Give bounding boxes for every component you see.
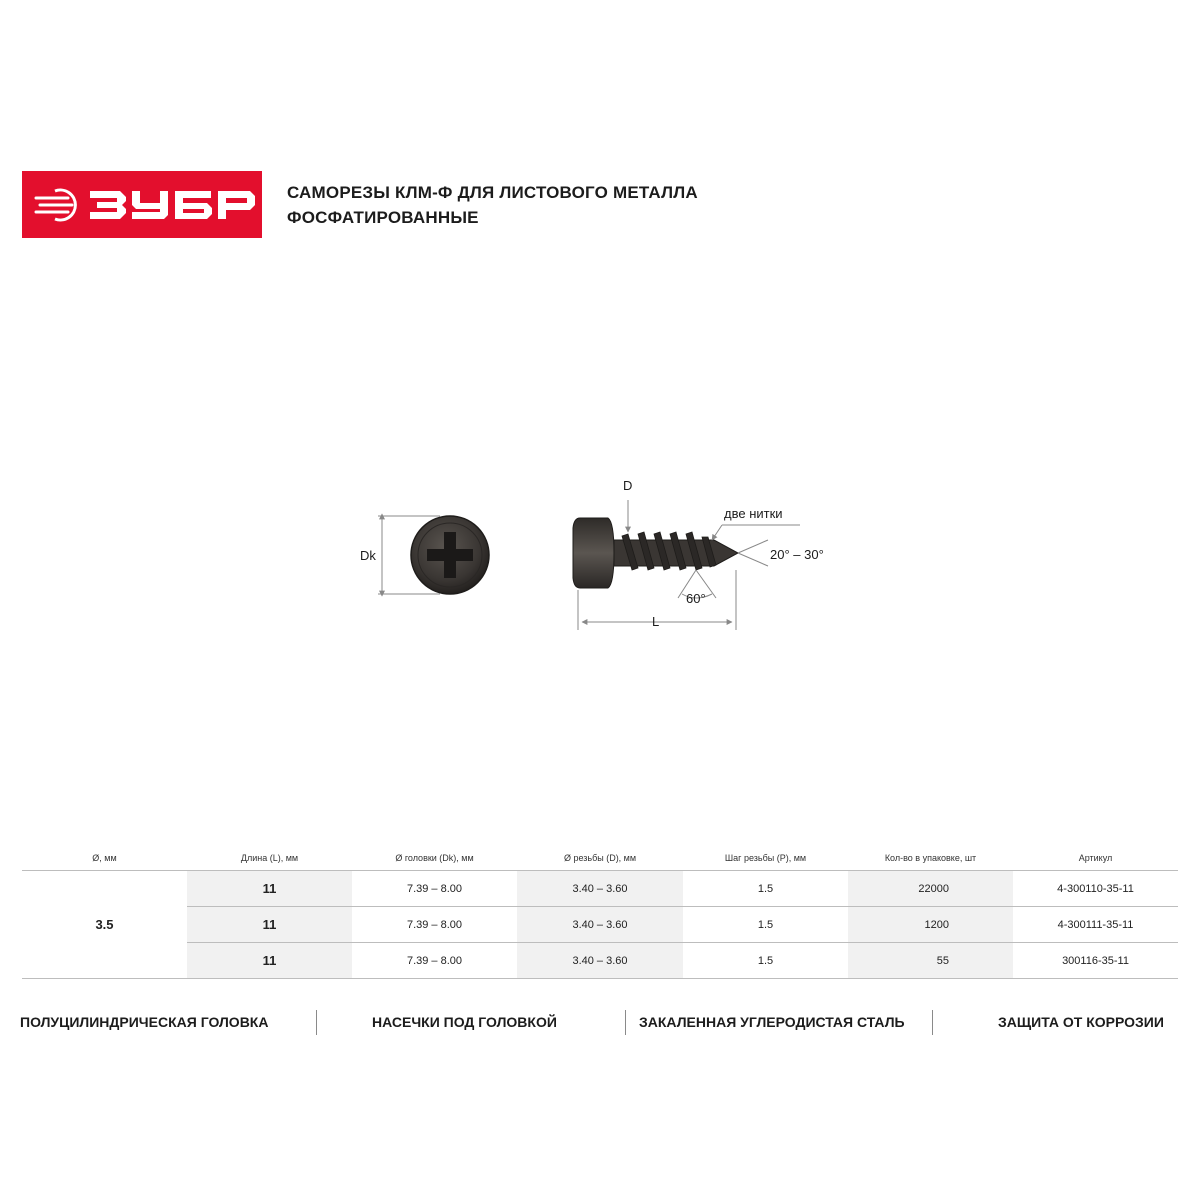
head-cell: 7.39 – 8.00: [352, 907, 517, 943]
thread-angle-label: 60°: [686, 591, 706, 606]
dk-label: Dk: [360, 548, 376, 563]
feature-divider: [625, 1010, 626, 1035]
brand-logo: [22, 171, 262, 238]
thread-cell: 3.40 – 3.60: [517, 871, 683, 907]
product-title-line-1: САМОРЕЗЫ КЛМ-Ф ДЛЯ ЛИСТОВОГО МЕТАЛЛА: [287, 183, 698, 202]
header-diameter: Ø, мм: [22, 845, 187, 871]
screw-head-top-view: [411, 516, 489, 594]
qty-cell: 1200: [848, 907, 1013, 943]
head-cell: 7.39 – 8.00: [352, 943, 517, 979]
product-title: [287, 180, 887, 230]
qty-cell: 22000: [848, 871, 1013, 907]
specification-table: [22, 845, 1178, 979]
step-cell: 1.5: [683, 871, 848, 907]
header-article: Артикул: [1013, 845, 1178, 871]
length-label: L: [652, 614, 660, 629]
head-cell: 7.39 – 8.00: [352, 871, 517, 907]
thread-cell: 3.40 – 3.60: [517, 907, 683, 943]
article-cell: 4-300111-35-11: [1013, 907, 1178, 943]
length-cell: 11: [187, 943, 352, 979]
header-length: Длина (L), мм: [187, 845, 352, 871]
feature-strip: [0, 1010, 1200, 1038]
article-cell: 300116-35-11: [1013, 943, 1178, 979]
step-cell: 1.5: [683, 943, 848, 979]
header-quantity: Кол-во в упаковке, шт: [848, 845, 1013, 871]
screw-side-view: [573, 518, 738, 588]
qty-cell: 55: [848, 943, 1013, 979]
diameter-cell: 3.5: [22, 871, 187, 979]
d-label: D: [623, 478, 633, 493]
table-row: [22, 907, 1178, 943]
feature-hardened-steel: ЗАКАЛЕННАЯ УГЛЕРОДИСТАЯ СТАЛЬ: [639, 1014, 905, 1030]
step-cell: 1.5: [683, 907, 848, 943]
feature-corrosion-protection: ЗАЩИТА ОТ КОРРОЗИИ: [998, 1014, 1164, 1030]
header-head-diameter: Ø головки (Dk), мм: [352, 845, 517, 871]
feature-divider: [932, 1010, 933, 1035]
header-thread-step: Шаг резьбы (P), мм: [683, 845, 848, 871]
article-cell: 4-300110-35-11: [1013, 871, 1178, 907]
length-cell: 11: [187, 907, 352, 943]
feature-divider: [316, 1010, 317, 1035]
table-row: [22, 943, 1178, 979]
header-thread-diameter: Ø резьбы (D), мм: [517, 845, 683, 871]
thread-cell: 3.40 – 3.60: [517, 943, 683, 979]
table-header-row: [22, 845, 1178, 871]
screw-technical-drawing: [360, 470, 860, 640]
tip-angle-label: 20° – 30°: [770, 547, 824, 562]
length-cell: 11: [187, 871, 352, 907]
feature-half-cylinder-head: ПОЛУЦИЛИНДРИЧЕСКАЯ ГОЛОВКА: [20, 1014, 269, 1030]
product-title-line-2: ФОСФАТИРОВАННЫЕ: [287, 208, 479, 227]
feature-notches-under-head: НАСЕЧКИ ПОД ГОЛОВКОЙ: [372, 1014, 557, 1030]
table-row: [22, 871, 1178, 907]
two-threads-label: две нитки: [724, 506, 783, 521]
zubr-logo-icon: [22, 171, 262, 238]
